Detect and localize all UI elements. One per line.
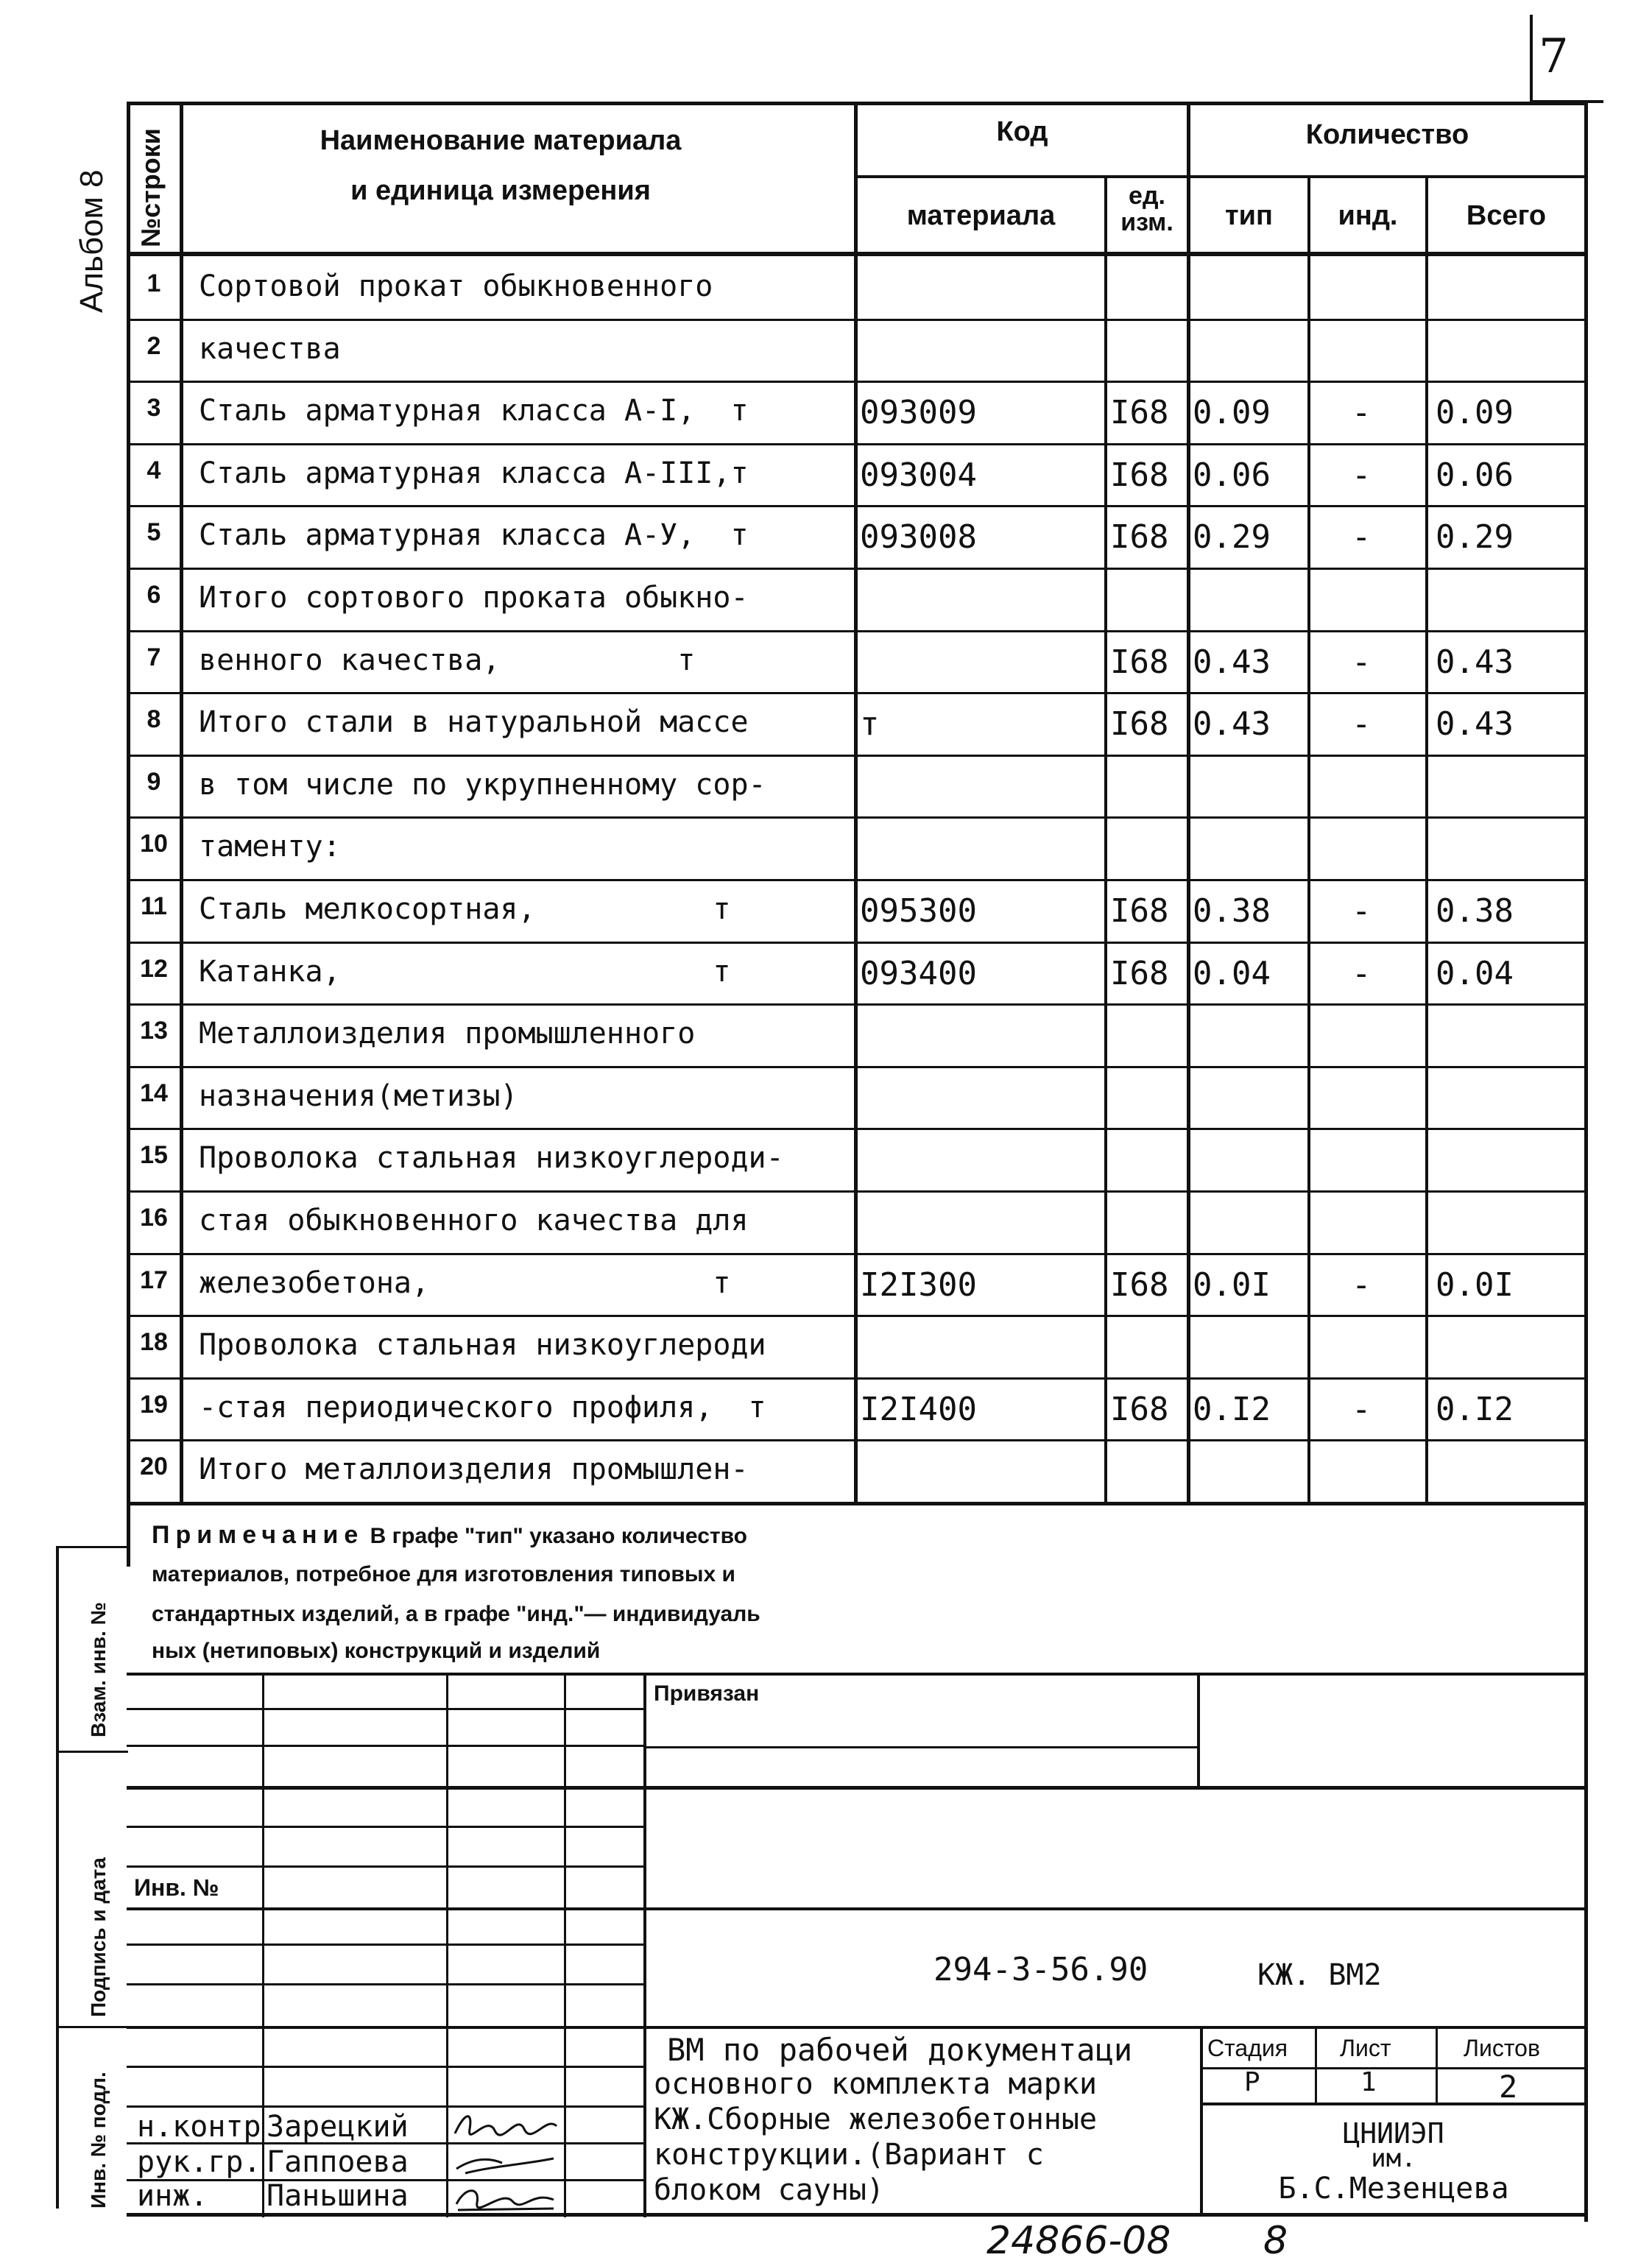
quantity-total-header: Всего [1466,200,1547,231]
quantity-type-header: тип [1225,200,1273,231]
material-name: качества [199,332,341,366]
signature-1 [451,2107,561,2142]
row-number: 16 [140,1204,168,1232]
quantity-ind: - [1352,456,1372,494]
material-name: Итого стали в натуральной массе [199,705,749,739]
note-title: Примечание [152,1521,364,1549]
row-number: 20 [140,1452,168,1480]
row-number: 13 [140,1017,168,1045]
document-mark: КЖ. ВМ2 [1257,1958,1382,1992]
row-number: 1 [147,269,161,297]
organization-line2: им. [1371,2144,1416,2173]
sheets-label: Листов [1464,2035,1540,2061]
row-number: 10 [140,830,168,858]
unit-code: I68 [1110,705,1169,743]
material-code: 095300 [860,892,977,930]
material-code: 093400 [860,955,977,992]
row-number: 7 [147,643,161,671]
doc-title-line5: блоком сауны) [654,2173,885,2207]
unit-code: I68 [1110,394,1169,431]
sig-role-3: инж. [137,2179,208,2213]
side-label-inv-orig: Инв. № подл. [87,2072,110,2209]
sig-role-2: рук.гр. [137,2145,261,2179]
material-name: Итого сортового проката обыкно- [199,581,749,615]
row-number: 8 [147,705,161,733]
quantity-total: 0.09 [1436,394,1514,431]
quantity-ind: - [1352,705,1372,743]
doc-title-line3: КЖ.Сборные железобетонные [654,2103,1098,2136]
material-name: Сортовой прокат обыкновенного [199,269,713,303]
code-unit-header: ед. изм. [1120,182,1173,236]
quantity-type: 0.04 [1193,955,1271,992]
code-header: Код [996,116,1048,147]
sig-role-1: н.контр [137,2110,261,2144]
quantity-type: 0.06 [1193,456,1271,494]
material-name: стая обыкновенного качества для [199,1204,749,1238]
material-code: 093008 [860,518,977,556]
quantity-ind-header: инд. [1338,200,1398,231]
row-number: 11 [141,892,167,920]
row-number: 3 [147,394,161,422]
quantity-total: 0.06 [1436,456,1514,494]
material-name: Сталь арматурная класса А-I, т [199,394,749,428]
material-name: венного качества, т [199,643,696,677]
organization-line1: ЦНИИЭП [1343,2117,1444,2150]
note-line2: материалов, потребное для изготовления типовых и [152,1562,735,1586]
sig-name-3: Паньшина [266,2179,409,2213]
material-name: железобетона, т [199,1266,731,1300]
unit-code: I68 [1110,1266,1169,1304]
quantity-type: 0.29 [1193,518,1271,556]
sig-name-1: Зарецкий [266,2110,409,2144]
footer-sheet: 8 [1263,2219,1288,2263]
quantity-total: 0.I2 [1436,1391,1514,1428]
privyazan-label: Привязан [654,1681,760,1706]
row-number: 9 [147,768,161,796]
album-label: Альбом 8 [74,169,110,313]
unit-code: I68 [1110,456,1169,494]
name-header-line2: и единица измерения [350,175,651,206]
document-code: 294-3-56.90 [933,1951,1148,1988]
stage-label: Стадия [1207,2035,1288,2061]
material-name: Катанка, т [199,955,731,989]
material-name: Сталь арматурная класса А-У, т [199,518,749,552]
quantity-ind: - [1352,518,1372,556]
row-number: 14 [140,1079,168,1107]
unit-code: I68 [1110,892,1169,930]
name-header-line1: Наименование материала [320,125,682,156]
quantity-ind: - [1352,643,1372,681]
quantity-type: 0.43 [1193,705,1271,743]
row-number: 18 [140,1328,168,1356]
quantity-total: 0.04 [1436,955,1514,992]
quantity-total: 0.38 [1436,892,1514,930]
sheet-value: 1 [1360,2067,1377,2097]
material-name: Проволока стальная низкоуглероди [199,1328,766,1362]
material-code: 093009 [860,394,977,431]
row-number: 12 [140,955,168,983]
material-name: -стая периодического профиля, т [199,1391,766,1424]
material-name: Сталь мелкосортная, т [199,892,731,926]
quantity-total: 0.43 [1436,705,1514,743]
quantity-ind: - [1352,1391,1372,1428]
quantity-total: 0.29 [1436,518,1514,556]
row-number: 4 [147,456,161,484]
material-code: 093004 [860,456,977,494]
quantity-total: 0.43 [1436,643,1514,681]
quantity-total: 0.0I [1436,1266,1514,1304]
quantity-ind: - [1352,1266,1372,1304]
unit-code: I68 [1110,955,1169,992]
material-name: Проволока стальная низкоуглероди- [199,1141,784,1175]
row-number: 17 [140,1266,168,1294]
quantity-type: 0.09 [1193,394,1271,431]
unit-code: I68 [1110,643,1169,681]
inventory-number-label: Инв. № [134,1874,219,1901]
quantity-ind: - [1352,394,1372,431]
quantity-type: 0.0I [1193,1266,1271,1304]
signature-3 [451,2179,561,2214]
material-name: Металлоизделия промышленного [199,1017,696,1051]
unit-code: I68 [1110,1391,1169,1428]
sheet-label: Лист [1340,2035,1391,2061]
stage-value: Р [1244,2067,1260,2097]
page-number: 7 [1539,29,1569,84]
quantity-header: Количество [1305,119,1469,150]
side-label-replace: Взам. инв. № [87,1602,110,1737]
note-line1: В графе "тип" указано количество [370,1524,747,1548]
row-number: 2 [147,332,161,360]
material-code: I2I400 [860,1391,977,1428]
quantity-ind: - [1352,955,1372,992]
row-number: 19 [140,1391,168,1419]
material-name: Сталь арматурная класса А-III,т [199,456,749,490]
quantity-type: 0.I2 [1193,1391,1271,1428]
material-name: таменту: [199,830,341,864]
doc-title-line2: основного комплекта марки [654,2067,1098,2101]
row-number: 15 [140,1141,168,1169]
row-number-header: №строки [135,128,166,247]
material-name: в том числе по укрупненному сор- [199,768,766,802]
material-name: Итого металлоизделия промышлен- [199,1452,749,1486]
quantity-type: 0.43 [1193,643,1271,681]
doc-title-line4: конструкции.(Вариант с [654,2138,1044,2172]
material-name: назначения(метизы) [199,1079,518,1113]
code-material-header: материала [906,200,1056,231]
side-label-sign-date: Подпись и дата [87,1857,110,2017]
material-code: т [860,705,880,743]
material-code: I2I300 [860,1266,977,1304]
note-line4: ных (нетиповых) конструкций и изделий [152,1639,601,1663]
note-line3: стандартных изделий, а в графе "инд."— индивидуаль [152,1602,760,1626]
footer-number: 24866-08 [986,2219,1171,2263]
unit-code: I68 [1110,518,1169,556]
signature-2 [451,2144,561,2179]
sig-name-2: Гаппоева [266,2145,409,2179]
quantity-ind: - [1352,892,1372,930]
row-number: 5 [147,518,161,546]
organization-line3: Б.С.Мезенцева [1278,2172,1509,2206]
doc-title-line1: ВМ по рабочей документаци [667,2032,1133,2068]
sheets-value: 2 [1499,2069,1518,2105]
quantity-type: 0.38 [1193,892,1271,930]
row-number: 6 [147,581,161,609]
